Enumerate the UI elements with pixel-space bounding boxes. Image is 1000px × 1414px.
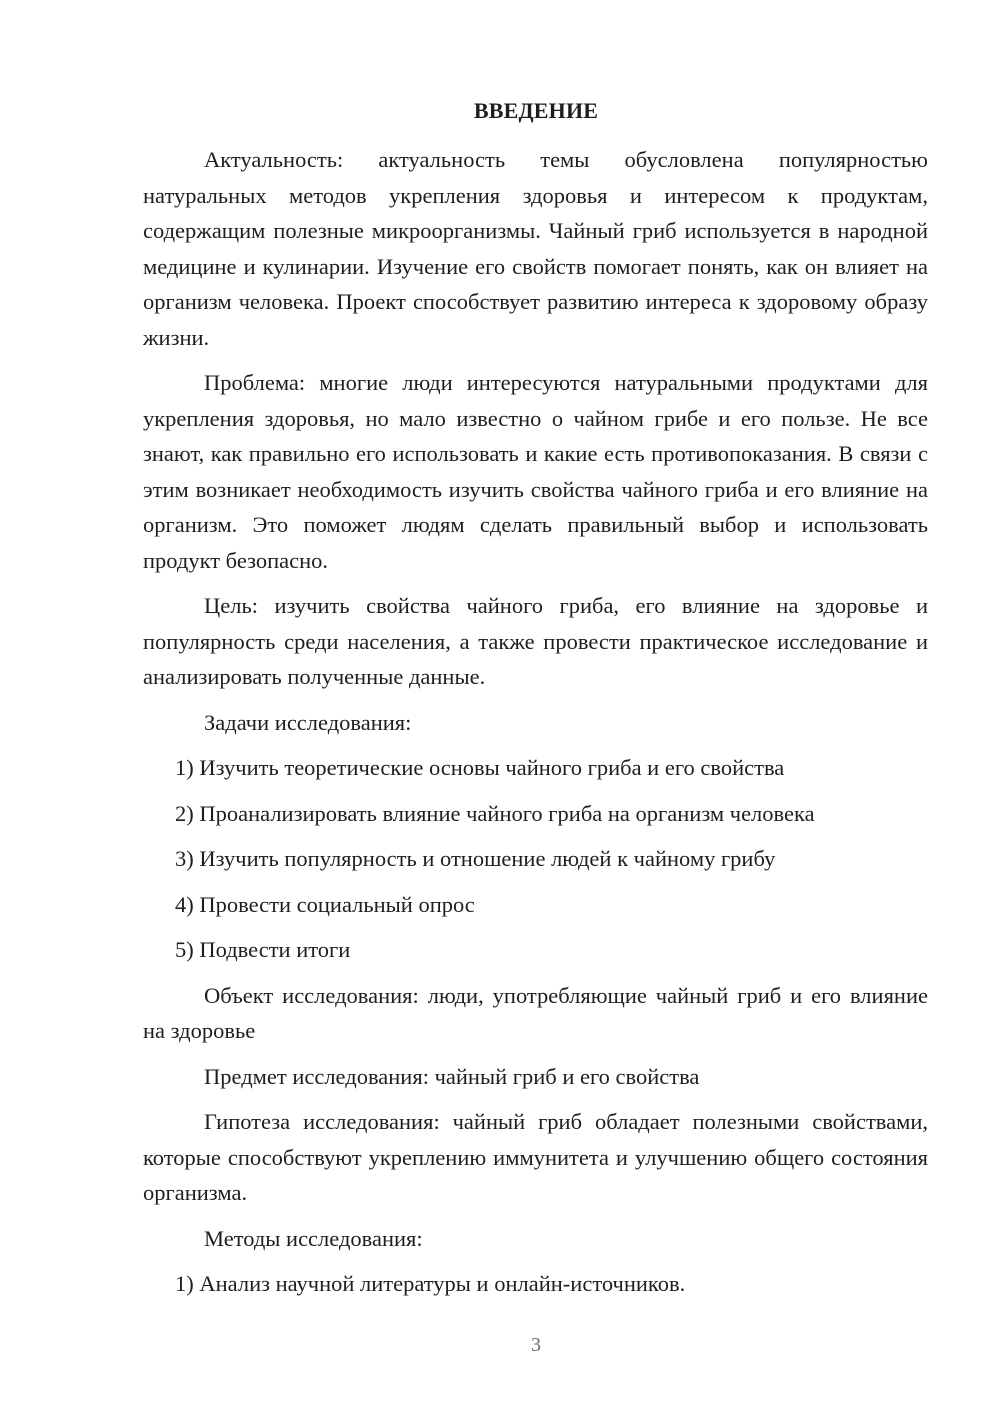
task-item: 2) Проанализировать влияние чайного гриба на организм человека — [175, 800, 815, 826]
page-title: ВВЕДЕНИЕ — [473, 98, 599, 123]
goal-paragraph: Цель: изучить свойства чайного гриба, его влияние на здоровье и популярность среди населения, а также провести практическое исследование и анализировать полученные данные. — [143, 593, 928, 689]
subject-paragraph: Предмет исследования: чайный гриб и его свойства — [204, 1063, 700, 1089]
method-item: 1) Анализ научной литературы и онлайн-источников. — [175, 1271, 686, 1296]
object-paragraph: Объект исследования: люди, употребляющие чайный гриб и его влияние на здоровье — [143, 982, 928, 1043]
relevance-paragraph: Актуальность: актуальность темы обусловлена популярностью натуральных методов укрепления здоровья и интересом к продуктам, содержащим полезные микроорганизмы. Чайный гриб используется в народной медицине и кулинарии. Изучение его свойств помогает понять, как он влияет на организм человека. Проект способствует развитию интереса к здоровому образу жизни. — [143, 147, 928, 350]
problem-paragraph: Проблема: многие люди интересуются натуральными продуктами для укрепления здоровья, но мало известно о чайном грибе и его пользе. Не все знают, как правильно его использовать и какие есть противопоказания. В связи с этим возникает необходимость изучить свойства чайного гриба и его влияние на организм. Это поможет людям сделать правильный выбор и использовать продукт безопасно. — [143, 370, 928, 573]
task-item: 1) Изучить теоретические основы чайного гриба и его свойства — [175, 755, 785, 780]
hypothesis-paragraph: Гипотеза исследования: чайный гриб обладает полезными свойствами, которые способствуют укреплению иммунитета и улучшению общего состояния организма. — [143, 1109, 928, 1205]
task-item: 4) Провести социальный опрос — [175, 891, 475, 917]
tasks-heading: Задачи исследования: — [204, 709, 412, 735]
document-body — [143, 142, 928, 1302]
page-number: 3 — [531, 1334, 541, 1356]
methods-heading: Методы исследования: — [204, 1225, 423, 1251]
task-item: 3) Изучить популярность и отношение людей к чайному грибу — [175, 846, 776, 871]
task-item: 5) Подвести итоги — [175, 937, 351, 962]
